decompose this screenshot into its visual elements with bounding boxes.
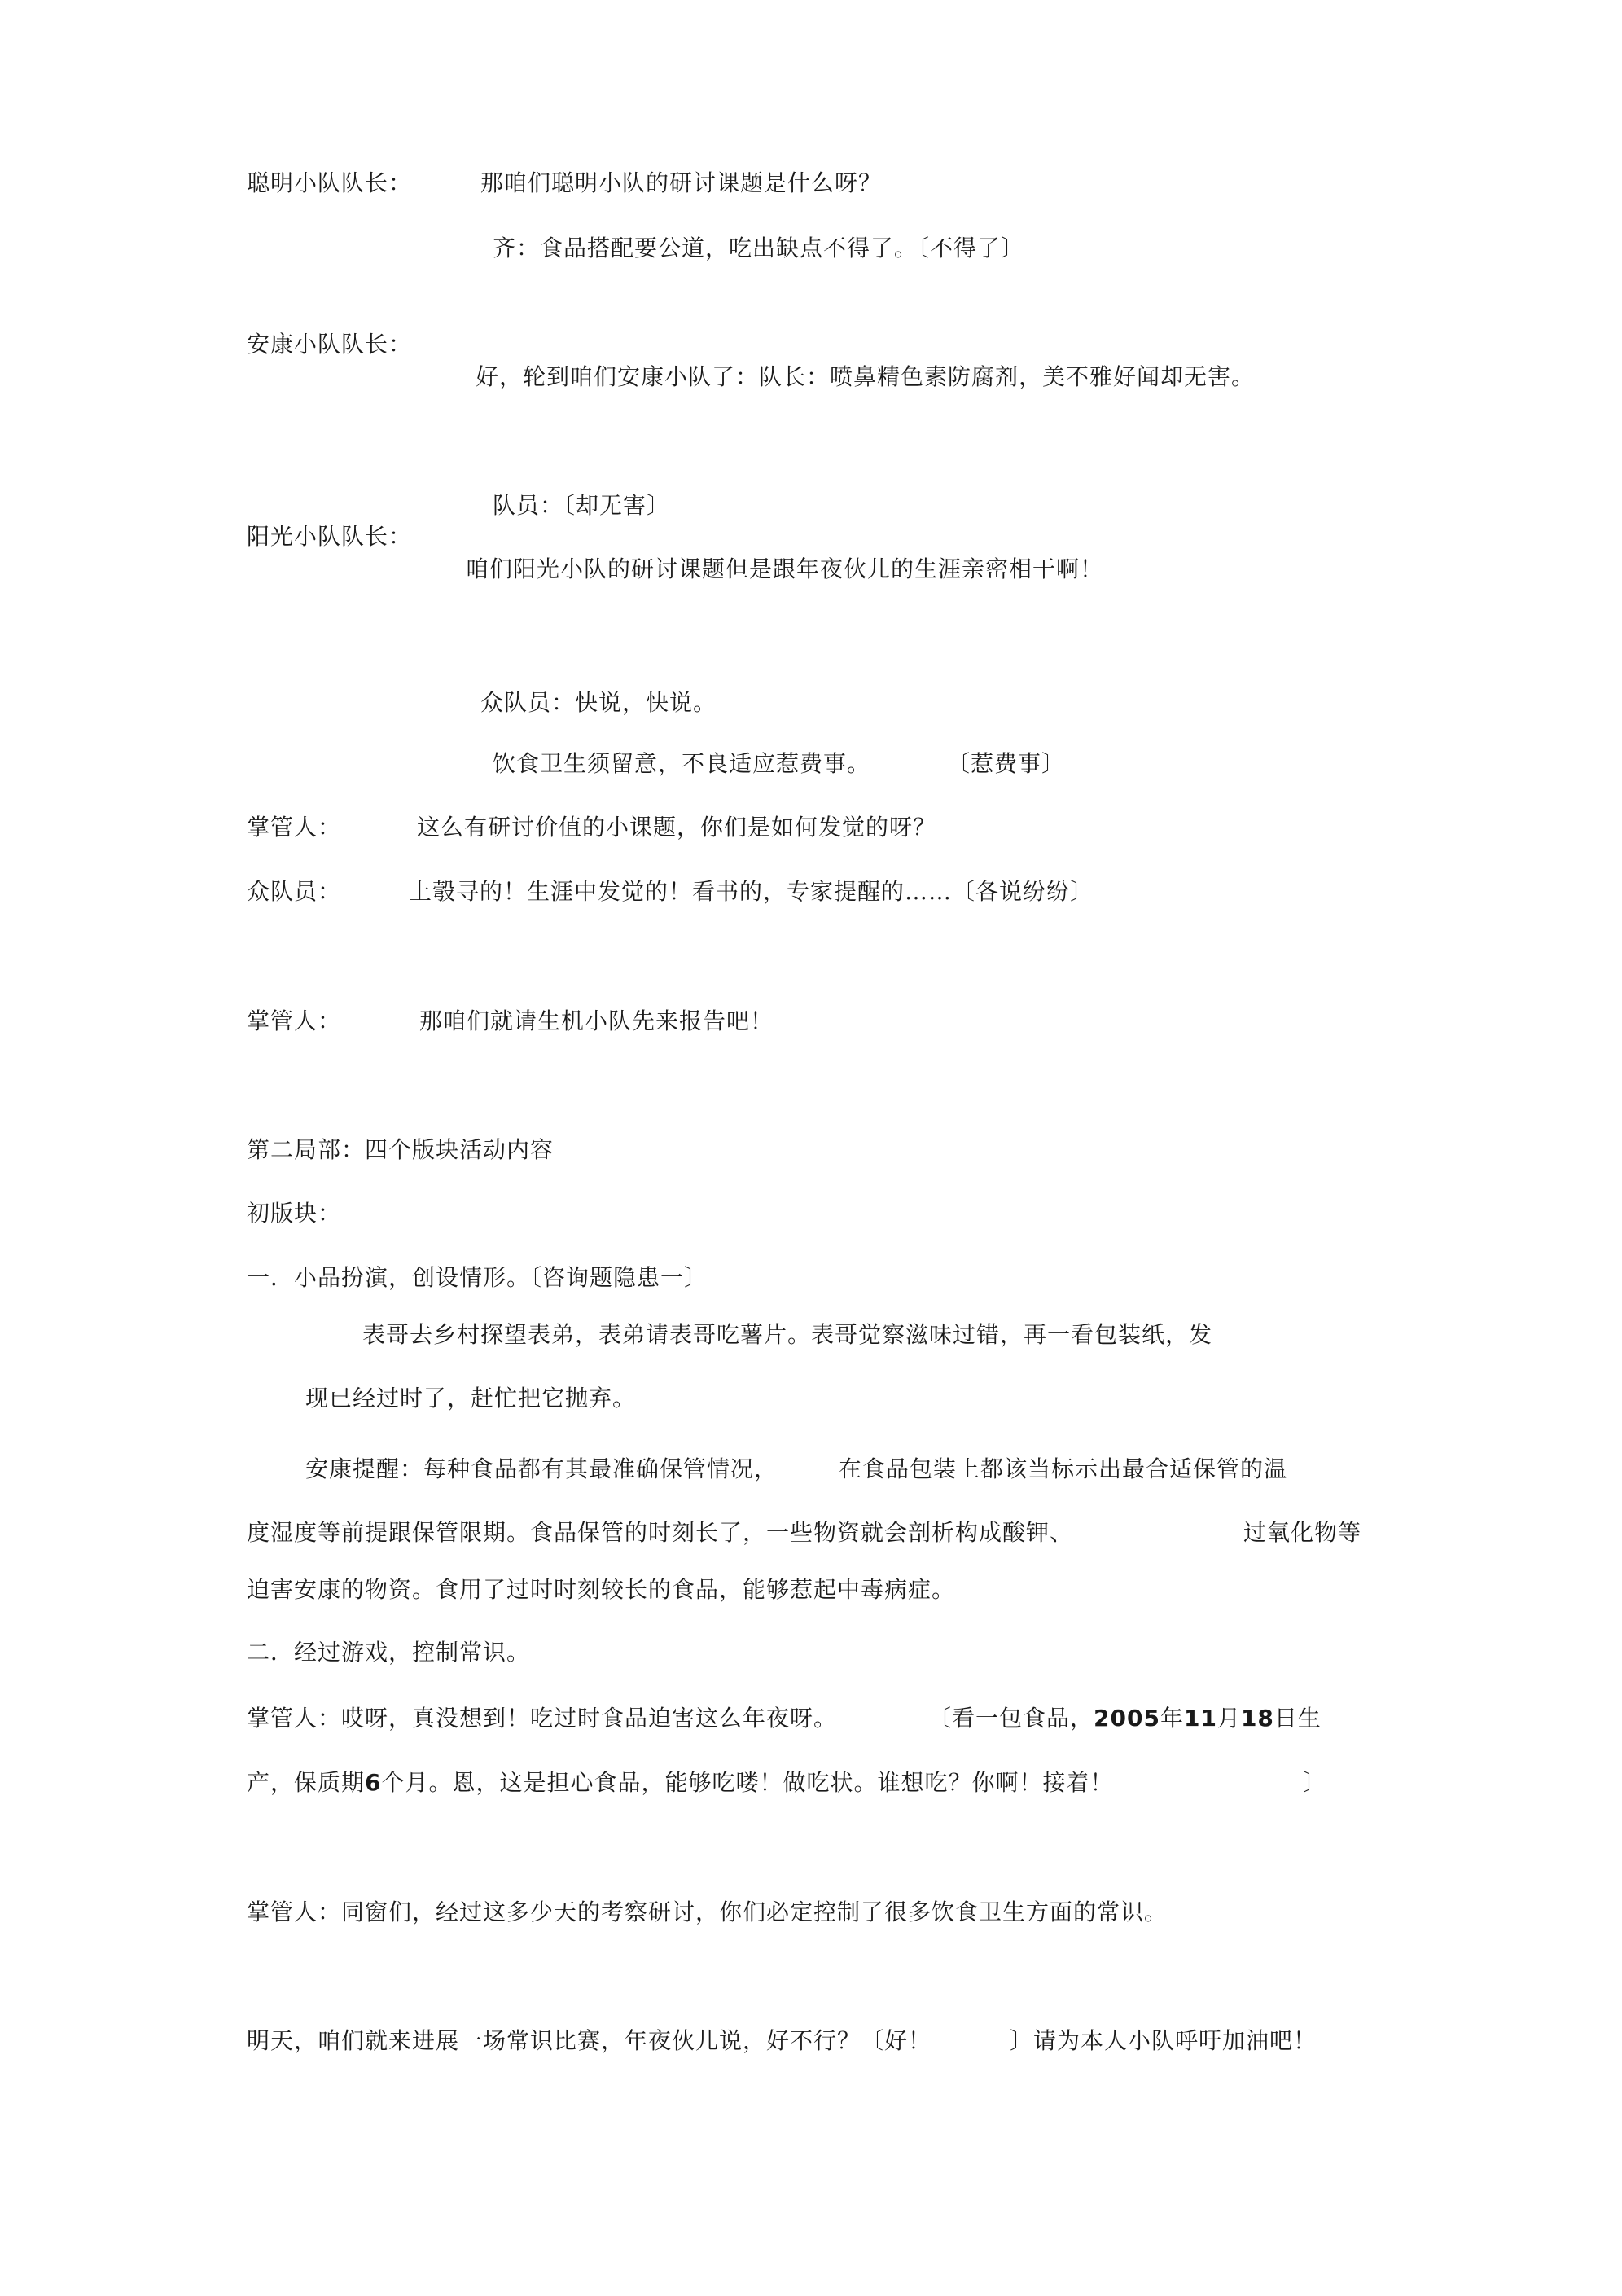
paragraph-line: 表哥去乡村探望表弟，表弟请表哥吃薯片。表哥觉察滋味过错，再一看包装纸，发 [362,1321,1213,1348]
paragraph-line: 掌管人：哎呀，真没想到！吃过时食品迫害这么年夜呀。 [247,1705,838,1732]
paragraph-line: 〕请为本人小队呼吁加油吧！ [1010,2027,1317,2054]
shelf-life-months: 6 [365,1769,382,1796]
dialogue-line: 咱们阳光小队的研讨课题但是跟年夜伙儿的生涯亲密相干啊！ [466,555,1104,582]
section-heading: 二．经过游戏，控制常识。 [247,1639,531,1666]
dialogue-line: 饮食卫生须留意，不良适应惹费事。 [493,750,871,777]
paragraph-line: 〕 [1303,1769,1327,1796]
text-run: 〔看一包食品， [928,1705,1094,1732]
text-run: 月 [1216,1705,1241,1732]
paragraph-line: 过氧化物等 [1243,1519,1362,1546]
text-run: 日生 [1273,1705,1322,1732]
dialogue-line: 众队员：快说，快说。 [480,689,717,716]
paragraph-line: 安康提醒：每种食品都有其最准确保管情况， [305,1455,778,1482]
dialogue-line: 齐：食品搭配要公道，吃出缺点不得了。〔不得了〕 [493,235,1025,261]
dialogue-line: 好，轮到咱们安康小队了：队长：喷鼻精色素防腐剂，美不雅好闻却无害。 [476,363,1256,390]
dialogue-line: 这么有研讨价值的小课题，你们是如何发觉的呀？ [417,814,937,841]
section-heading: 第二局部：四个版块活动内容 [247,1136,555,1163]
date-month: 11 [1183,1705,1217,1732]
dialogue-line: 〔惹费事〕 [947,750,1066,777]
speaker-label: 众队员： [247,878,342,905]
text-run: 产，保质期 [247,1769,366,1796]
paragraph-line: 度湿度等前提跟保管限期。食品保管的时刻长了，一些物资就会剖析构成酸钾、 [247,1519,1074,1546]
text-run: 年 [1160,1705,1184,1732]
date-year: 2005 [1094,1705,1160,1732]
dialogue-line: 队员：〔却无害〕 [493,492,671,519]
text-run: 个月。恩，这是担心食品，能够吃喽！做吃状。谁想吃？你啊！接着！ [381,1769,1114,1796]
paragraph-line: 掌管人：同窗们，经过这多少天的考察研讨，你们必定控制了很多饮食卫生方面的常识。 [247,1899,1168,1925]
speaker-label: 聪明小队队长： [247,169,413,196]
dialogue-line: 那咱们聪明小队的研讨课题是什么呀？ [480,169,883,196]
speaker-label: 阳光小队队长： [247,523,413,550]
date-day: 18 [1240,1705,1274,1732]
dialogue-line: 上彀寻的！生涯中发觉的！看书的，专家提醒的……〔各说纷纷〕 [409,878,1094,905]
paragraph-line: 明天，咱们就来进展一场常识比赛，年夜伙儿说，好不行？〔好！ [247,2027,932,2054]
paragraph-line [928,1704,1322,1733]
speaker-label: 掌管人： [247,814,342,841]
speaker-label: 安康小队队长： [247,331,413,358]
paragraph-line [247,1768,1114,1798]
section-heading: 一．小品扮演，创设情形。〔咨询题隐患一〕 [247,1264,708,1291]
dialogue-line: 那咱们就请生机小队先来报告吧！ [419,1008,774,1034]
speaker-label: 掌管人： [247,1008,342,1034]
paragraph-line: 现已经过时了，赶忙把它抛弃。 [305,1385,637,1411]
section-heading: 初版块： [247,1200,342,1227]
paragraph-line: 在食品包装上都该当标示出最合适保管的温 [839,1455,1288,1482]
paragraph-line: 迫害安康的物资。食用了过时时刻较长的食品，能够惹起中毒病症。 [247,1576,956,1603]
